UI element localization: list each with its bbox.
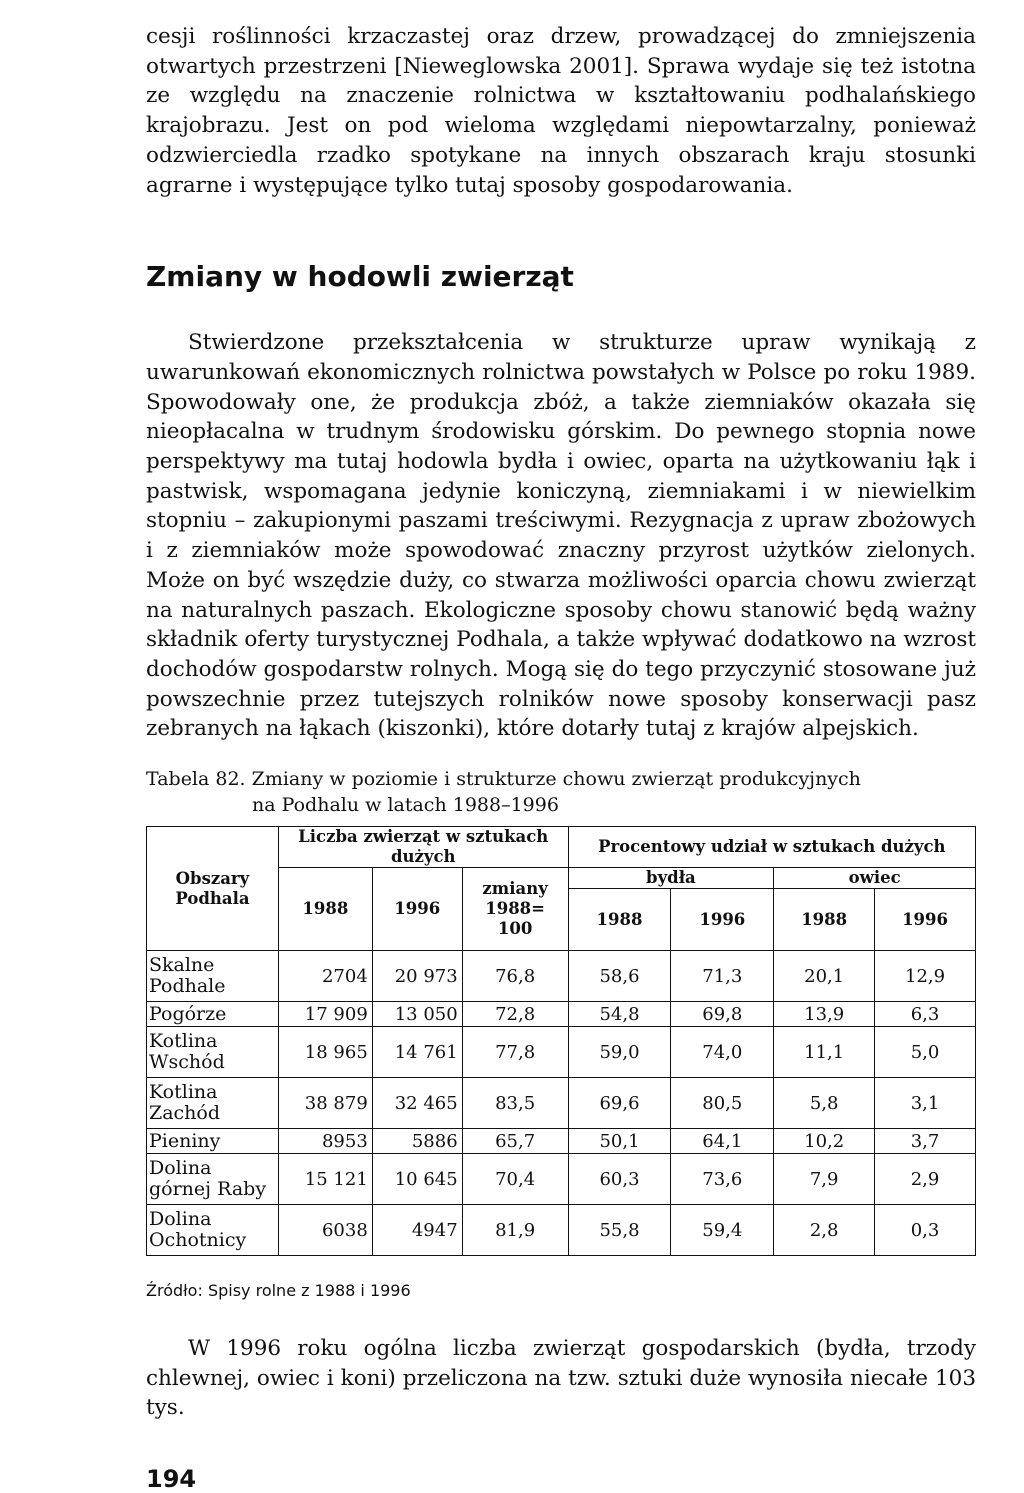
region-cell: Skalne Podhale (147, 951, 279, 1002)
count-1988-cell: 17 909 (278, 1002, 372, 1027)
header-count-group: Liczba zwierząt w sztukach dużych (278, 827, 568, 868)
cattle-1996-cell: 69,8 (671, 1002, 774, 1027)
count-1996-cell: 4947 (372, 1205, 462, 1256)
table-caption-line2: na Podhalu w latach 1988–1996 (252, 794, 559, 817)
header-change: zmiany 1988= 100 (462, 868, 568, 951)
header-cattle-1996: 1996 (671, 889, 774, 951)
cattle-1988-cell: 50,1 (568, 1129, 671, 1154)
count-1996-cell: 32 465 (372, 1078, 462, 1129)
table-row (147, 1205, 976, 1256)
sheep-1996-cell: 12,9 (875, 951, 976, 1002)
count-1996-cell: 20 973 (372, 951, 462, 1002)
region-cell: Dolina górnej Raby (147, 1154, 279, 1205)
table-row (147, 1154, 976, 1205)
count-1988-cell: 2704 (278, 951, 372, 1002)
region-cell: Dolina Ochotnicy (147, 1205, 279, 1256)
count-1988-cell: 38 879 (278, 1078, 372, 1129)
region-cell: Kotlina Wschód (147, 1027, 279, 1078)
cattle-1988-cell: 58,6 (568, 951, 671, 1002)
table-source: Źródło: Spisy rolne z 1988 i 1996 (146, 1281, 411, 1301)
cattle-1988-cell: 54,8 (568, 1002, 671, 1027)
table-caption (146, 766, 976, 818)
count-1988-cell: 18 965 (278, 1027, 372, 1078)
sheep-1988-cell: 5,8 (774, 1078, 875, 1129)
header-sheep: owiec (774, 868, 976, 889)
header-sheep-1996: 1996 (875, 889, 976, 951)
section-paragraph: Stwierdzone przekształcenia w strukturze upraw wynikają z uwarunkowań ekonomicznych rolnictwa powstałych w Polsce po roku 1989. Spowodowały one, że produkcja zbóż, a także ziemniaków okazała się nieopłacalna w trudnym środowisku górskim. Do pewnego stopnia nowe perspektywy ma tutaj hodowla bydła i owiec, oparta na użytkowaniu łąk i pastwisk, wspomagana jedynie koniczyną, ziemniakami i w niewielkim stopniu – zakupionymi paszami treściwymi. Rezygnacja z upraw zbożowych i z ziemniaków może spowodować znaczny przyrost użytków zielonych. Może on być wszędzie duży, co stwarza możliwości oparcia chowu zwierząt na naturalnych paszach. Ekologiczne sposoby chowu stanowić będą ważny składnik oferty turystycznej Podhala, a także wpływać dodatkowo na wzrost dochodów gospodarstw rolnych. Mogą się do tego przyczynić stosowane już powszechnie przez tutejszych rolników nowe sposoby konserwacji pasz zebranych na łąkach (kiszonki), które dotarły tutaj z krajów alpejskich. (146, 330, 976, 742)
change-cell: 77,8 (462, 1027, 568, 1078)
cattle-1996-cell: 71,3 (671, 951, 774, 1002)
region-cell: Kotlina Zachód (147, 1078, 279, 1129)
cattle-1988-cell: 69,6 (568, 1078, 671, 1129)
header-count-1996: 1996 (372, 868, 462, 951)
header-sheep-1988: 1988 (774, 889, 875, 951)
region-cell: Pogórze (147, 1002, 279, 1027)
sheep-1996-cell: 0,3 (875, 1205, 976, 1256)
book-page (146, 22, 976, 1493)
sheep-1996-cell: 3,7 (875, 1129, 976, 1154)
sheep-1988-cell: 10,2 (774, 1129, 875, 1154)
header-cattle: bydła (568, 868, 774, 889)
cattle-1996-cell: 64,1 (671, 1129, 774, 1154)
change-cell: 83,5 (462, 1078, 568, 1129)
sheep-1996-cell: 3,1 (875, 1078, 976, 1129)
count-1996-cell: 5886 (372, 1129, 462, 1154)
header-count-1988: 1988 (278, 868, 372, 951)
cattle-1996-cell: 59,4 (671, 1205, 774, 1256)
change-cell: 72,8 (462, 1002, 568, 1027)
change-cell: 70,4 (462, 1154, 568, 1205)
count-1996-cell: 14 761 (372, 1027, 462, 1078)
count-1988-cell: 6038 (278, 1205, 372, 1256)
intro-paragraph: cesji roślinności krzaczastej oraz drzew, prowadzącej do zmniejszenia otwartych przestrzeni [Nieweglowska 2001]. Sprawa wydaje się też istotna ze względu na znaczenie rolnictwa w kształtowaniu podhalańskiego krajobrazu. Jest on pod wieloma względami niepowtarzalny, ponieważ odzwierciedla rzadko spotykane na innych obszarach kraju stosunki agrarne i występujące tylko tutaj sposoby gospodarowania. (146, 24, 976, 198)
table-caption-line1: Tabela 82. Zmiany w poziomie i strukturze chowu zwierząt produkcyjnych (146, 768, 861, 791)
sheep-1996-cell: 5,0 (875, 1027, 976, 1078)
closing-paragraph: W 1996 roku ogólna liczba zwierząt gospodarskich (bydła, trzody chlewnej, owiec i koni) przeliczona na tzw. sztuki duże wynosiła niecałe 103 tys. (146, 1336, 976, 1421)
table-row (147, 1078, 976, 1129)
sheep-1988-cell: 7,9 (774, 1154, 875, 1205)
cattle-1996-cell: 74,0 (671, 1027, 774, 1078)
page-number: 194 (146, 1465, 197, 1493)
table-row (147, 1129, 976, 1154)
header-region: Obszary Podhala (147, 827, 279, 951)
count-1996-cell: 10 645 (372, 1154, 462, 1205)
cattle-1988-cell: 55,8 (568, 1205, 671, 1256)
cattle-1988-cell: 60,3 (568, 1154, 671, 1205)
change-cell: 81,9 (462, 1205, 568, 1256)
header-share-group: Procentowy udział w sztukach dużych (568, 827, 975, 868)
cattle-1988-cell: 59,0 (568, 1027, 671, 1078)
sheep-1988-cell: 13,9 (774, 1002, 875, 1027)
sheep-1988-cell: 20,1 (774, 951, 875, 1002)
count-1988-cell: 8953 (278, 1129, 372, 1154)
cattle-1996-cell: 73,6 (671, 1154, 774, 1205)
sheep-1988-cell: 11,1 (774, 1027, 875, 1078)
section-heading: Zmiany w hodowli zwierząt (146, 260, 574, 294)
cattle-1996-cell: 80,5 (671, 1078, 774, 1129)
count-1996-cell: 13 050 (372, 1002, 462, 1027)
sheep-1996-cell: 6,3 (875, 1002, 976, 1027)
table-row (147, 1027, 976, 1078)
livestock-table (146, 826, 976, 1256)
region-cell: Pieniny (147, 1129, 279, 1154)
count-1988-cell: 15 121 (278, 1154, 372, 1205)
table-row (147, 1002, 976, 1027)
change-cell: 65,7 (462, 1129, 568, 1154)
sheep-1988-cell: 2,8 (774, 1205, 875, 1256)
table-row (147, 951, 976, 1002)
header-cattle-1988: 1988 (568, 889, 671, 951)
sheep-1996-cell: 2,9 (875, 1154, 976, 1205)
change-cell: 76,8 (462, 951, 568, 1002)
